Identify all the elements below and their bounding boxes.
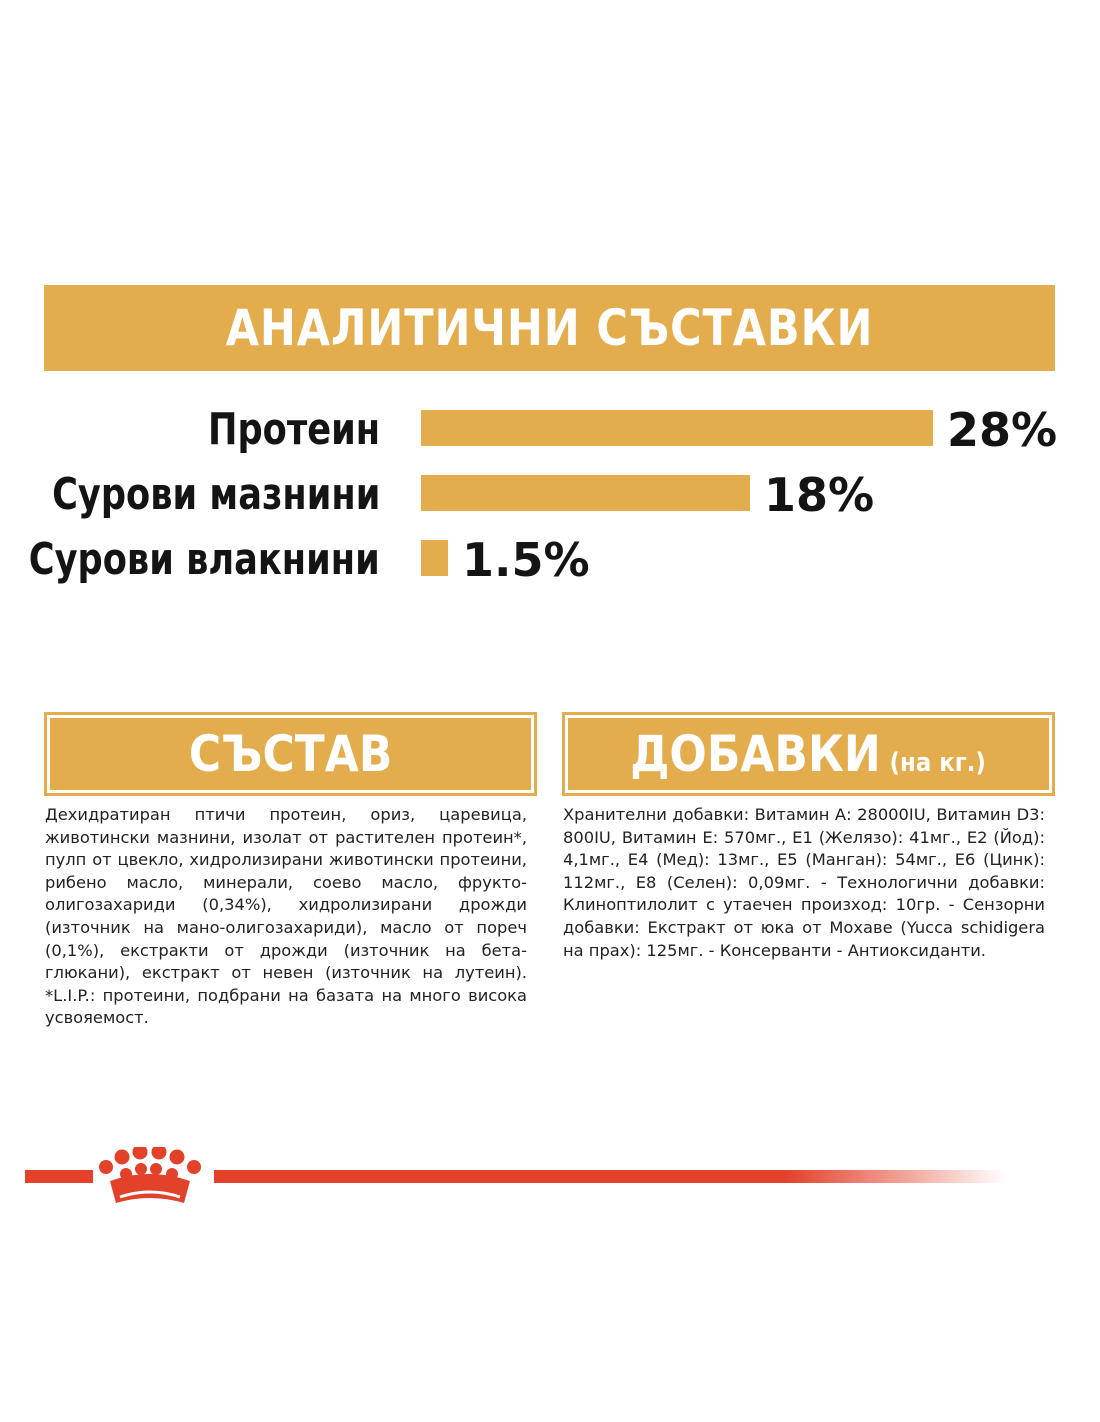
- additives-title-wrap: [631, 725, 987, 783]
- footer-line-left: [25, 1170, 93, 1183]
- composition-header: [44, 712, 537, 796]
- bar-value: 1.5%: [462, 533, 590, 587]
- additives-header: [562, 712, 1055, 796]
- bar-fill: [421, 475, 750, 511]
- bar-row-fat: [0, 465, 1100, 525]
- bar-fill: [421, 410, 933, 446]
- bar-value: 18%: [764, 468, 875, 522]
- analytic-header: [44, 285, 1055, 371]
- royal-canin-crown-icon: [96, 1147, 210, 1209]
- bar-label: Сурови мазнини: [51, 469, 380, 520]
- additives-text: Хранителни добавки: Витамин А: 28000IU, Витамин D3: 800IU, Витамин Е: 570мг., Е1 (Желязо): 41мг., Е2 (Йод): 4,1мг., Е4 (Мед): 13мг., Е5 (Манган): 54мг., Е6 (Цинк): 112мг., Е8 (Селен): 0,09мг. - Технологични добавки: Клиноптилолит с утаечен произход: 10гр. - Сензорни добавки: Екстракт от юка от Мохаве (Yucca schidigera на прах): 125мг. - Консерванти - Антиоксиданти.: [563, 805, 1045, 960]
- footer-line-right: [214, 1170, 1006, 1183]
- bar-label: Сурови влакнини: [28, 534, 380, 585]
- bar-row-protein: [0, 400, 1100, 460]
- analytic-title: АНАЛИТИЧНИ СЪСТАВКИ: [225, 299, 874, 357]
- bar-fill: [421, 540, 448, 576]
- bar-label: Протеин: [207, 404, 380, 455]
- additives-title: ДОБАВКИ: [630, 725, 882, 783]
- additives-title-suffix: (на кг.): [889, 748, 987, 778]
- bar-row-fiber: [0, 530, 1100, 590]
- composition-title: СЪСТАВ: [188, 725, 393, 783]
- bar-value: 28%: [947, 403, 1058, 457]
- composition-text: Дехидратиран птичи протеин, ориз, царевица, животински мазнини, изолат от растителен протеин*, пулп от цвекло, хидролизирани животински протеини, рибено масло, минерали, соево масло, фрукто- олигозахариди (0,34%), хидролизирани дрожди (източник на мано-олигозахариди), масло от пореч (0,1%), екстракти от дрожди (източник на бета- глюкани), екстракт от невен (източник на лутеин). *L.I.P.: протеини, подбрани на базата на много висока усвояемост.: [45, 805, 527, 1028]
